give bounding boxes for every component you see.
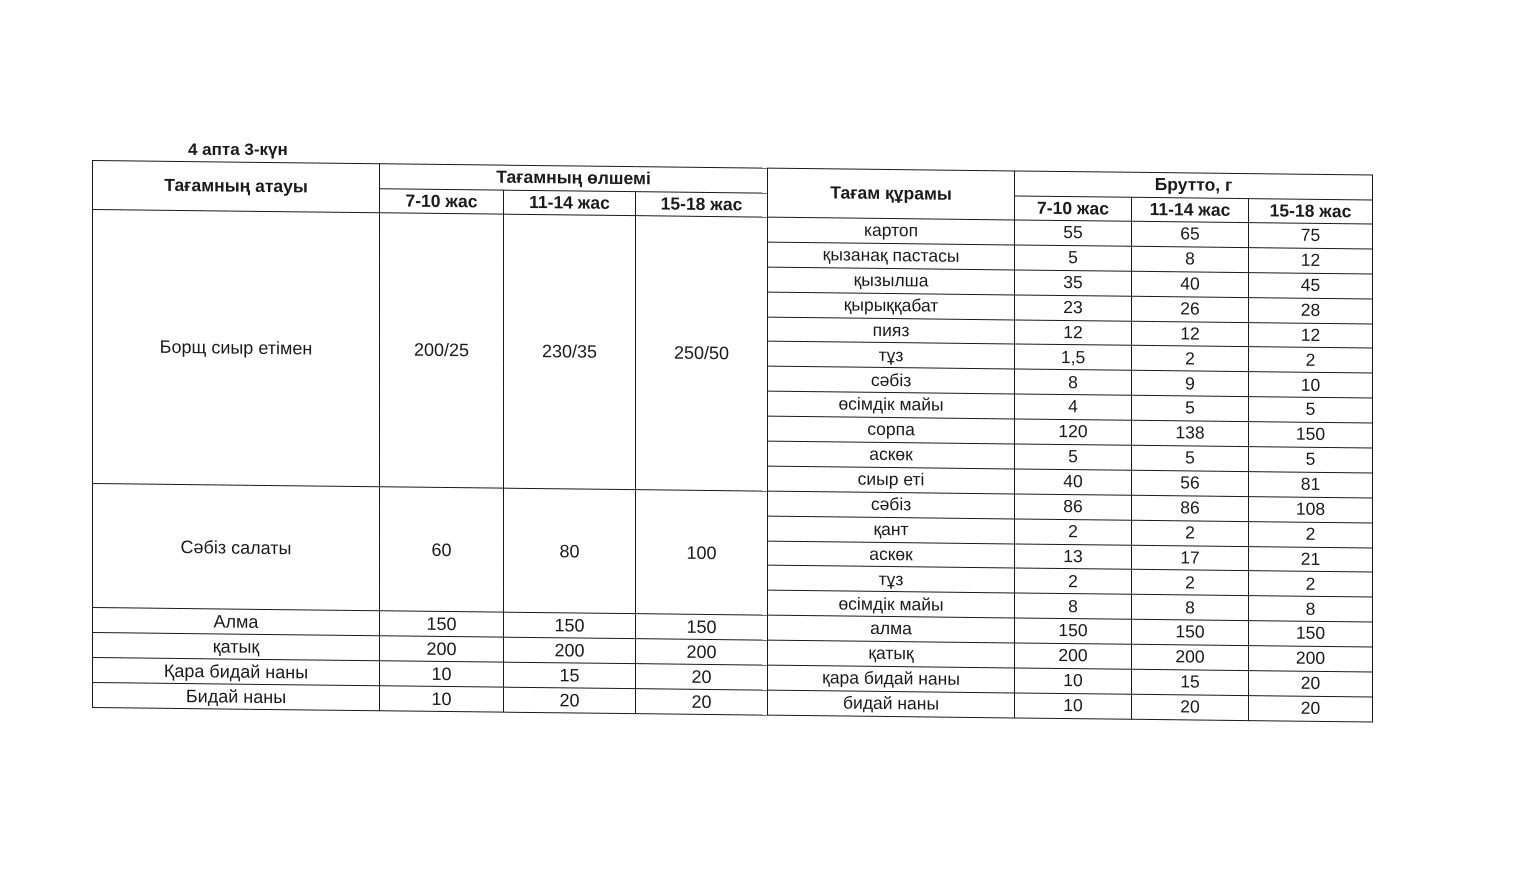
gross-weight-cell: 55: [1015, 220, 1132, 246]
portion-cell: 100: [636, 489, 768, 615]
portion-cell: 150: [636, 614, 768, 640]
portion-cell: 150: [504, 612, 636, 638]
ingredient-name-cell: тұз: [768, 566, 1015, 594]
ingredient-name-cell: сәбіз: [768, 491, 1015, 519]
gross-weight-cell: 2: [1249, 571, 1373, 597]
ingredient-name-cell: аскөк: [768, 441, 1015, 469]
ingredient-name-cell: қызылша: [768, 267, 1015, 295]
gross-weight-cell: 4: [1015, 394, 1132, 420]
gross-weight-cell: 2: [1249, 347, 1373, 373]
gross-weight-cell: 45: [1249, 272, 1373, 298]
ingredient-name-cell: өсімдік майы: [768, 391, 1015, 419]
header-portion-age: 15-18 жас: [636, 192, 768, 217]
gross-weight-cell: 1,5: [1015, 344, 1132, 370]
header-gross-age: 7-10 жас: [1015, 196, 1132, 221]
gross-weight-cell: 12: [1132, 321, 1249, 347]
gross-weight-cell: 150: [1249, 621, 1373, 647]
portion-cell: 20: [504, 687, 636, 713]
portion-cell: 200/25: [380, 213, 504, 488]
menu-table: [92, 160, 1373, 722]
portion-cell: 20: [636, 689, 768, 715]
gross-weight-cell: 150: [1132, 620, 1249, 646]
dish-name-cell: Алма: [93, 608, 380, 636]
header-gross-group: Брутто, г: [1015, 171, 1373, 200]
gross-weight-cell: 5: [1015, 245, 1132, 271]
dish-name-cell: Бидай наны: [93, 682, 380, 710]
portion-cell: 80: [504, 488, 636, 614]
header-portion-group: Тағамның өлшемі: [380, 164, 768, 193]
gross-weight-cell: 200: [1015, 643, 1132, 669]
gross-weight-cell: 35: [1015, 270, 1132, 296]
header-composition: Тағам құрамы: [768, 168, 1015, 220]
gross-weight-cell: 40: [1015, 469, 1132, 495]
gross-weight-cell: 5: [1132, 396, 1249, 422]
gross-weight-cell: 2: [1015, 519, 1132, 545]
dish-name-cell: Қара бидай наны: [93, 658, 380, 686]
header-portion-age: 7-10 жас: [380, 189, 504, 214]
gross-weight-cell: 12: [1249, 248, 1373, 274]
header-portion-age: 11-14 жас: [504, 190, 636, 215]
gross-weight-cell: 28: [1249, 297, 1373, 323]
gross-weight-cell: 40: [1132, 271, 1249, 297]
ingredient-name-cell: қант: [768, 516, 1015, 544]
portion-cell: 250/50: [636, 216, 768, 491]
dish-name-cell: Борщ сиыр етімен: [93, 210, 380, 487]
portion-cell: 200: [636, 639, 768, 665]
ingredient-name-cell: сорпа: [768, 416, 1015, 444]
gross-weight-cell: 12: [1015, 320, 1132, 346]
ingredient-name-cell: қатық: [768, 640, 1015, 668]
gross-weight-cell: 2: [1132, 570, 1249, 596]
gross-weight-cell: 150: [1015, 618, 1132, 644]
gross-weight-cell: 8: [1249, 596, 1373, 622]
gross-weight-cell: 8: [1015, 369, 1132, 395]
gross-weight-cell: 81: [1249, 472, 1373, 498]
ingredient-name-cell: сәбіз: [768, 367, 1015, 395]
ingredient-name-cell: пияз: [768, 317, 1015, 345]
gross-weight-cell: 150: [1249, 422, 1373, 448]
portion-cell: 10: [380, 686, 504, 712]
gross-weight-cell: 2: [1015, 568, 1132, 594]
gross-weight-cell: 15: [1132, 669, 1249, 695]
gross-weight-cell: 200: [1249, 646, 1373, 672]
ingredient-name-cell: қызанақ пастасы: [768, 242, 1015, 270]
gross-weight-cell: 17: [1132, 545, 1249, 571]
portion-cell: 10: [380, 661, 504, 687]
gross-weight-cell: 200: [1132, 644, 1249, 670]
portion-cell: 230/35: [504, 214, 636, 489]
portion-cell: 60: [380, 487, 504, 613]
gross-weight-cell: 2: [1132, 520, 1249, 546]
ingredient-name-cell: қара бидай наны: [768, 665, 1015, 693]
header-gross-age: 15-18 жас: [1249, 199, 1373, 224]
gross-weight-cell: 10: [1015, 668, 1132, 694]
gross-weight-cell: 12: [1249, 322, 1373, 348]
gross-weight-cell: 10: [1015, 693, 1132, 719]
gross-weight-cell: 75: [1249, 223, 1373, 249]
table-body: [93, 210, 1373, 722]
gross-weight-cell: 56: [1132, 470, 1249, 496]
ingredient-name-cell: тұз: [768, 342, 1015, 370]
gross-weight-cell: 108: [1249, 496, 1373, 522]
ingredient-name-cell: картоп: [768, 217, 1015, 245]
gross-weight-cell: 5: [1249, 397, 1373, 423]
portion-cell: 200: [380, 636, 504, 662]
header-dish-name: Тағамның атауы: [93, 161, 380, 213]
gross-weight-cell: 86: [1132, 495, 1249, 521]
gross-weight-cell: 5: [1132, 445, 1249, 471]
gross-weight-cell: 86: [1015, 494, 1132, 520]
gross-weight-cell: 21: [1249, 546, 1373, 572]
gross-weight-cell: 20: [1132, 694, 1249, 720]
ingredient-name-cell: өсімдік майы: [768, 591, 1015, 619]
gross-weight-cell: 10: [1249, 372, 1373, 398]
gross-weight-cell: 2: [1249, 521, 1373, 547]
gross-weight-cell: 8: [1132, 246, 1249, 272]
gross-weight-cell: 2: [1132, 346, 1249, 372]
ingredient-name-cell: алма: [768, 615, 1015, 643]
portion-cell: 150: [380, 611, 504, 637]
portion-cell: 20: [636, 664, 768, 690]
gross-weight-cell: 120: [1015, 419, 1132, 445]
gross-weight-cell: 5: [1015, 444, 1132, 470]
portion-cell: 15: [504, 662, 636, 688]
dish-name-cell: Сәбіз салаты: [93, 483, 380, 611]
gross-weight-cell: 23: [1015, 295, 1132, 321]
gross-weight-cell: 138: [1132, 420, 1249, 446]
gross-weight-cell: 26: [1132, 296, 1249, 322]
gross-weight-cell: 8: [1132, 595, 1249, 621]
page-heading: 4 апта 3-күн: [188, 140, 288, 159]
header-gross-age: 11-14 жас: [1132, 197, 1249, 222]
ingredient-name-cell: аскөк: [768, 541, 1015, 569]
gross-weight-cell: 13: [1015, 544, 1132, 570]
gross-weight-cell: 20: [1249, 696, 1373, 722]
ingredient-name-cell: сиыр еті: [768, 466, 1015, 494]
gross-weight-cell: 20: [1249, 671, 1373, 697]
dish-name-cell: қатық: [93, 633, 380, 661]
gross-weight-cell: 8: [1015, 593, 1132, 619]
gross-weight-cell: 9: [1132, 371, 1249, 397]
gross-weight-cell: 5: [1249, 447, 1373, 473]
portion-cell: 200: [504, 637, 636, 663]
ingredient-name-cell: қырыққабат: [768, 292, 1015, 320]
ingredient-name-cell: бидай наны: [768, 690, 1015, 718]
gross-weight-cell: 65: [1132, 221, 1249, 247]
